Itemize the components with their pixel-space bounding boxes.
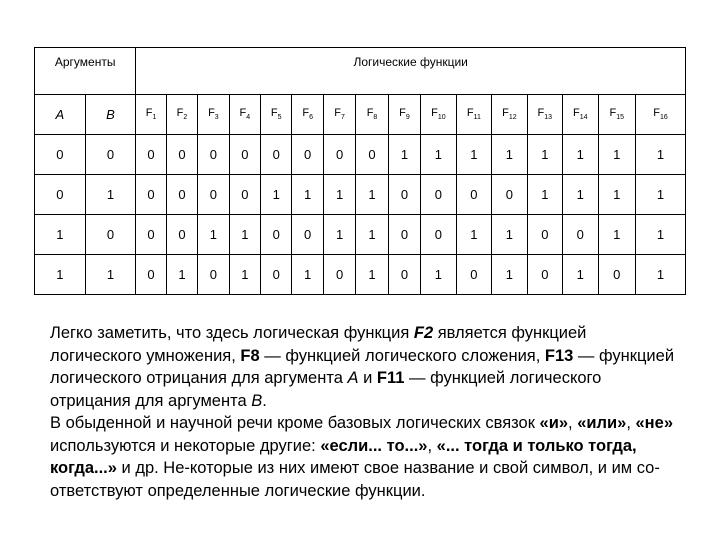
table-cell: 0 xyxy=(229,175,260,215)
table-cell: 0 xyxy=(527,255,562,295)
column-f15-header: $F_{15}$ xyxy=(598,95,636,135)
table-cell: 1 xyxy=(35,215,86,255)
table-cell: 0 xyxy=(35,175,86,215)
column-b-header: B xyxy=(85,95,136,135)
column-f14-header: $F_{14}$ xyxy=(563,95,598,135)
table-cell: 0 xyxy=(292,215,323,255)
table-cell: 0 xyxy=(492,175,527,215)
column-f8-header: $F_8$ xyxy=(356,95,388,135)
table-cell: 0 xyxy=(198,135,229,175)
table-cell: 0 xyxy=(421,175,456,215)
table-cell: 1 xyxy=(456,135,491,175)
table-cell: 0 xyxy=(323,135,355,175)
table-cell: 1 xyxy=(563,175,598,215)
table-cell: 0 xyxy=(456,175,491,215)
column-f3-header: $F_3$ xyxy=(198,95,229,135)
table-cell: 1 xyxy=(421,135,456,175)
table-cell: 1 xyxy=(421,255,456,295)
table-cell: 0 xyxy=(388,255,420,295)
table-cell: 0 xyxy=(456,255,491,295)
table-cell: 1 xyxy=(198,215,229,255)
arguments-header: Аргументы xyxy=(35,48,136,95)
table-cell: 1 xyxy=(356,215,388,255)
column-f9-header: $F_9$ xyxy=(388,95,420,135)
paragraph-connectives: В обыденной и научной речи кроме базовых логических связок «и», «или», «не» используются и некоторые другие: «если... то...», «... тогда и только тогда, когда...» и др. Не-которые из них имеют свое название и свой символ, и им со-ответствуют определенные логические функции. xyxy=(50,414,673,500)
table-cell: 0 xyxy=(323,255,355,295)
table-cell: 1 xyxy=(492,255,527,295)
table-cell: 0 xyxy=(136,135,166,175)
table-cell: 0 xyxy=(229,135,260,175)
table-cell: 1 xyxy=(492,135,527,175)
table-cell: 0 xyxy=(292,135,323,175)
table-cell: 1 xyxy=(85,175,136,215)
table-cell: 1 xyxy=(356,175,388,215)
table-cell: 1 xyxy=(292,255,323,295)
table-cell: 0 xyxy=(136,175,166,215)
table-cell: 1 xyxy=(563,135,598,175)
table-cell: 1 xyxy=(527,135,562,175)
table-cell: 1 xyxy=(456,215,491,255)
table-cell: 0 xyxy=(527,215,562,255)
table-cell: 1 xyxy=(229,255,260,295)
table-row xyxy=(35,135,686,175)
table-cell: 1 xyxy=(166,255,197,295)
table-cell: 1 xyxy=(323,175,355,215)
table-cell: 1 xyxy=(636,215,686,255)
table-cell: 0 xyxy=(85,135,136,175)
header-row-columns xyxy=(35,95,686,135)
table-row xyxy=(35,215,686,255)
table-cell: 0 xyxy=(563,215,598,255)
table-cell: 0 xyxy=(85,215,136,255)
table-cell: 0 xyxy=(198,255,229,295)
table-cell: 0 xyxy=(261,215,292,255)
table-cell: 1 xyxy=(292,175,323,215)
table-cell: 0 xyxy=(136,215,166,255)
header-row-top xyxy=(35,48,686,95)
column-f4-header: $F_4$ xyxy=(229,95,260,135)
table-row xyxy=(35,175,686,215)
column-f11-header: $F_{11}$ xyxy=(456,95,491,135)
table-cell: 1 xyxy=(598,175,636,215)
table-cell: 0 xyxy=(35,135,86,175)
table-cell: 1 xyxy=(229,215,260,255)
table-cell: 0 xyxy=(421,215,456,255)
table-cell: 1 xyxy=(261,175,292,215)
table-cell: 1 xyxy=(636,175,686,215)
table-cell: 0 xyxy=(388,175,420,215)
column-a-header: A xyxy=(35,95,86,135)
table-cell: 1 xyxy=(636,135,686,175)
column-f5-header: $F_5$ xyxy=(261,95,292,135)
table-cell: 1 xyxy=(598,135,636,175)
table-row xyxy=(35,255,686,295)
table-cell: 0 xyxy=(198,175,229,215)
table-cell: 0 xyxy=(261,255,292,295)
table-cell: 1 xyxy=(356,255,388,295)
table-cell: 0 xyxy=(598,255,636,295)
table-cell: 0 xyxy=(136,255,166,295)
table-cell: 1 xyxy=(636,255,686,295)
column-f13-header: $F_{13}$ xyxy=(527,95,562,135)
logical-functions-header: Логические функции xyxy=(136,48,686,95)
column-f7-header: $F_7$ xyxy=(323,95,355,135)
column-f10-header: $F_{10}$ xyxy=(421,95,456,135)
table-cell: 0 xyxy=(166,215,197,255)
table-cell: 1 xyxy=(388,135,420,175)
column-f12-header: $F_{12}$ xyxy=(492,95,527,135)
explanation-text xyxy=(50,322,682,502)
table-cell: 0 xyxy=(388,215,420,255)
table-cell: 0 xyxy=(356,135,388,175)
table-cell: 0 xyxy=(261,135,292,175)
table-cell: 0 xyxy=(166,175,197,215)
column-f1-header: $F_1$ xyxy=(136,95,166,135)
table-cell: 1 xyxy=(35,255,86,295)
column-f16-header: $F_{16}$ xyxy=(636,95,686,135)
table-cell: 0 xyxy=(166,135,197,175)
table-cell: 1 xyxy=(492,215,527,255)
table-cell: 1 xyxy=(598,215,636,255)
truth-table xyxy=(34,47,686,295)
table-cell: 1 xyxy=(527,175,562,215)
table-cell: 1 xyxy=(85,255,136,295)
paragraph-functions: Легко заметить, что здесь логическая функция F2 является функцией логического умножения, F8 — функцией логического сложения, F13 — функцией логического отрицания для аргумента А и F11 — функцией логического отрицания для аргумента В. xyxy=(50,324,675,410)
table-cell: 1 xyxy=(563,255,598,295)
column-f6-header: $F_6$ xyxy=(292,95,323,135)
column-f2-header: $F_2$ xyxy=(166,95,197,135)
table-cell: 1 xyxy=(323,215,355,255)
